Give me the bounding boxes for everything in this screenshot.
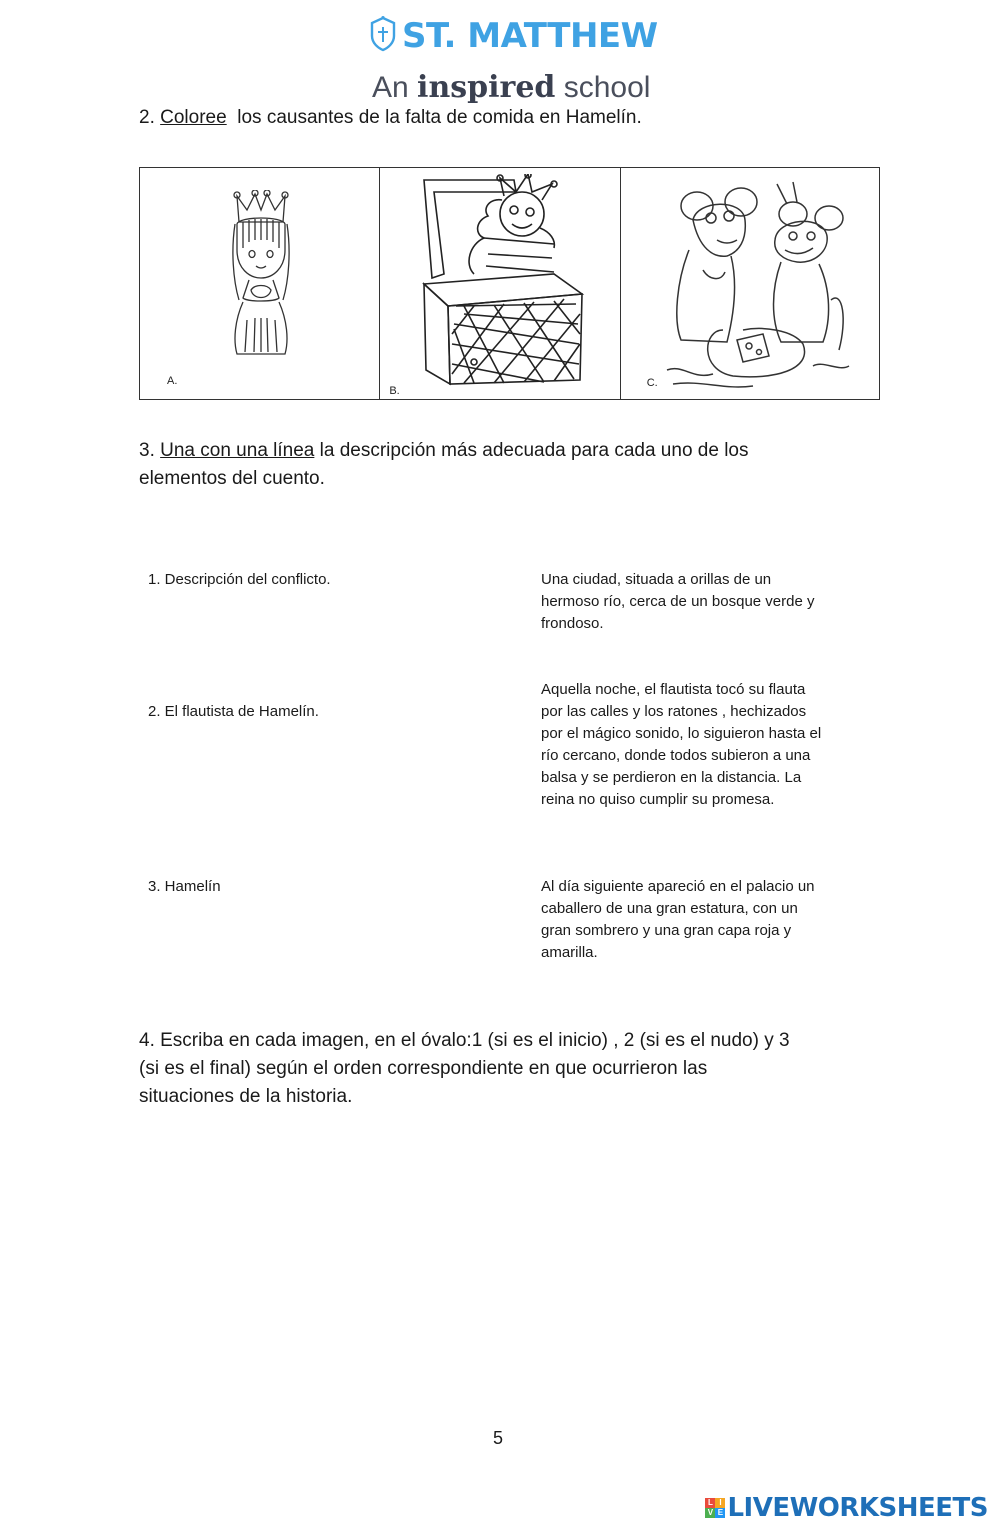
liveworksheets-badge-icon xyxy=(705,1498,725,1518)
badge-letter: E xyxy=(715,1508,725,1518)
school-logo xyxy=(370,14,670,106)
liveworksheets-wordmark: LIVEWORKSHEETS xyxy=(727,1493,988,1523)
option-c-label: C. xyxy=(646,377,658,389)
match-right-2-line: río cercano, donde todos subieron a una xyxy=(541,747,811,764)
princess-illustration xyxy=(225,190,297,360)
match-left-2[interactable]: 2. El flautista de Hamelín. xyxy=(148,703,319,720)
question-4-prompt xyxy=(139,1027,869,1111)
tagline-pre: An xyxy=(372,71,409,104)
q3-underlined: Una con una línea xyxy=(160,440,315,461)
option-a-cell[interactable] xyxy=(140,168,380,399)
q3-line-1 xyxy=(139,437,859,465)
jack-in-the-box-illustration xyxy=(404,174,594,388)
match-right-1-line: hermoso río, cerca de un bosque verde y xyxy=(541,593,815,610)
q2-underlined: Coloree xyxy=(160,107,227,128)
match-right-2-line: por el mágico sonido, lo siguieron hasta el xyxy=(541,725,822,742)
tagline-post: school xyxy=(563,71,651,104)
rats-illustration xyxy=(663,180,853,392)
tagline-inspired: inspired xyxy=(417,70,556,105)
match-right-2-line: balsa y se perdieron en la distancia. La xyxy=(541,769,802,786)
q3-rest: la descripción más adecuada para cada uno de los xyxy=(319,440,749,461)
q4-line: 4. Escriba en cada imagen, en el óvalo:1 (si es el inicio) , 2 (si es el nudo) y 3 xyxy=(139,1030,790,1051)
match-right-3-line: caballero de una gran estatura, con un xyxy=(541,900,798,917)
shield-icon xyxy=(370,16,396,52)
q4-line: (si es el final) según el orden correspondiente en que ocurrieron las xyxy=(139,1058,708,1079)
q3-line-2: elementos del cuento. xyxy=(139,468,325,489)
match-right-2-line: por las calles y los ratones , hechizados xyxy=(541,703,807,720)
match-right-2-line: reina no quiso cumplir su promesa. xyxy=(541,791,775,808)
school-tagline xyxy=(372,70,650,105)
option-b-cell[interactable] xyxy=(380,168,620,399)
match-left-1[interactable]: 1. Descripción del conflicto. xyxy=(148,571,331,588)
q3-number: 3. xyxy=(139,440,155,461)
match-right-3-line: Al día siguiente apareció en el palacio un xyxy=(541,878,815,895)
question-3-prompt xyxy=(139,437,859,493)
match-right-3-line: gran sombrero y una gran capa roja y xyxy=(541,922,792,939)
match-right-1-line: Una ciudad, situada a orillas de un xyxy=(541,571,772,588)
question-2-prompt xyxy=(139,104,642,132)
page-number: 5 xyxy=(493,1428,504,1448)
q2-number: 2. xyxy=(139,107,155,128)
badge-letter: L xyxy=(705,1498,715,1508)
q4-line: situaciones de la historia. xyxy=(139,1086,353,1107)
badge-letter: V xyxy=(705,1508,715,1518)
match-right-3[interactable] xyxy=(541,876,871,964)
match-right-1-line: frondoso. xyxy=(541,615,604,632)
match-left-3[interactable]: 3. Hamelín xyxy=(148,878,221,895)
option-c-cell[interactable] xyxy=(621,168,879,399)
match-right-1[interactable] xyxy=(541,569,871,635)
badge-letter: I xyxy=(715,1498,725,1508)
school-name: ST. MATTHEW xyxy=(402,16,658,56)
match-right-3-line: amarilla. xyxy=(541,944,598,961)
liveworksheets-logo xyxy=(705,1493,988,1523)
match-right-2-line: Aquella noche, el flautista tocó su flauta xyxy=(541,681,806,698)
option-a-label: A. xyxy=(167,375,178,387)
q2-image-table xyxy=(139,167,880,400)
option-b-label: B. xyxy=(389,385,400,397)
match-right-2[interactable] xyxy=(541,679,871,811)
q2-rest: los causantes de la falta de comida en Hamelín. xyxy=(237,107,642,128)
